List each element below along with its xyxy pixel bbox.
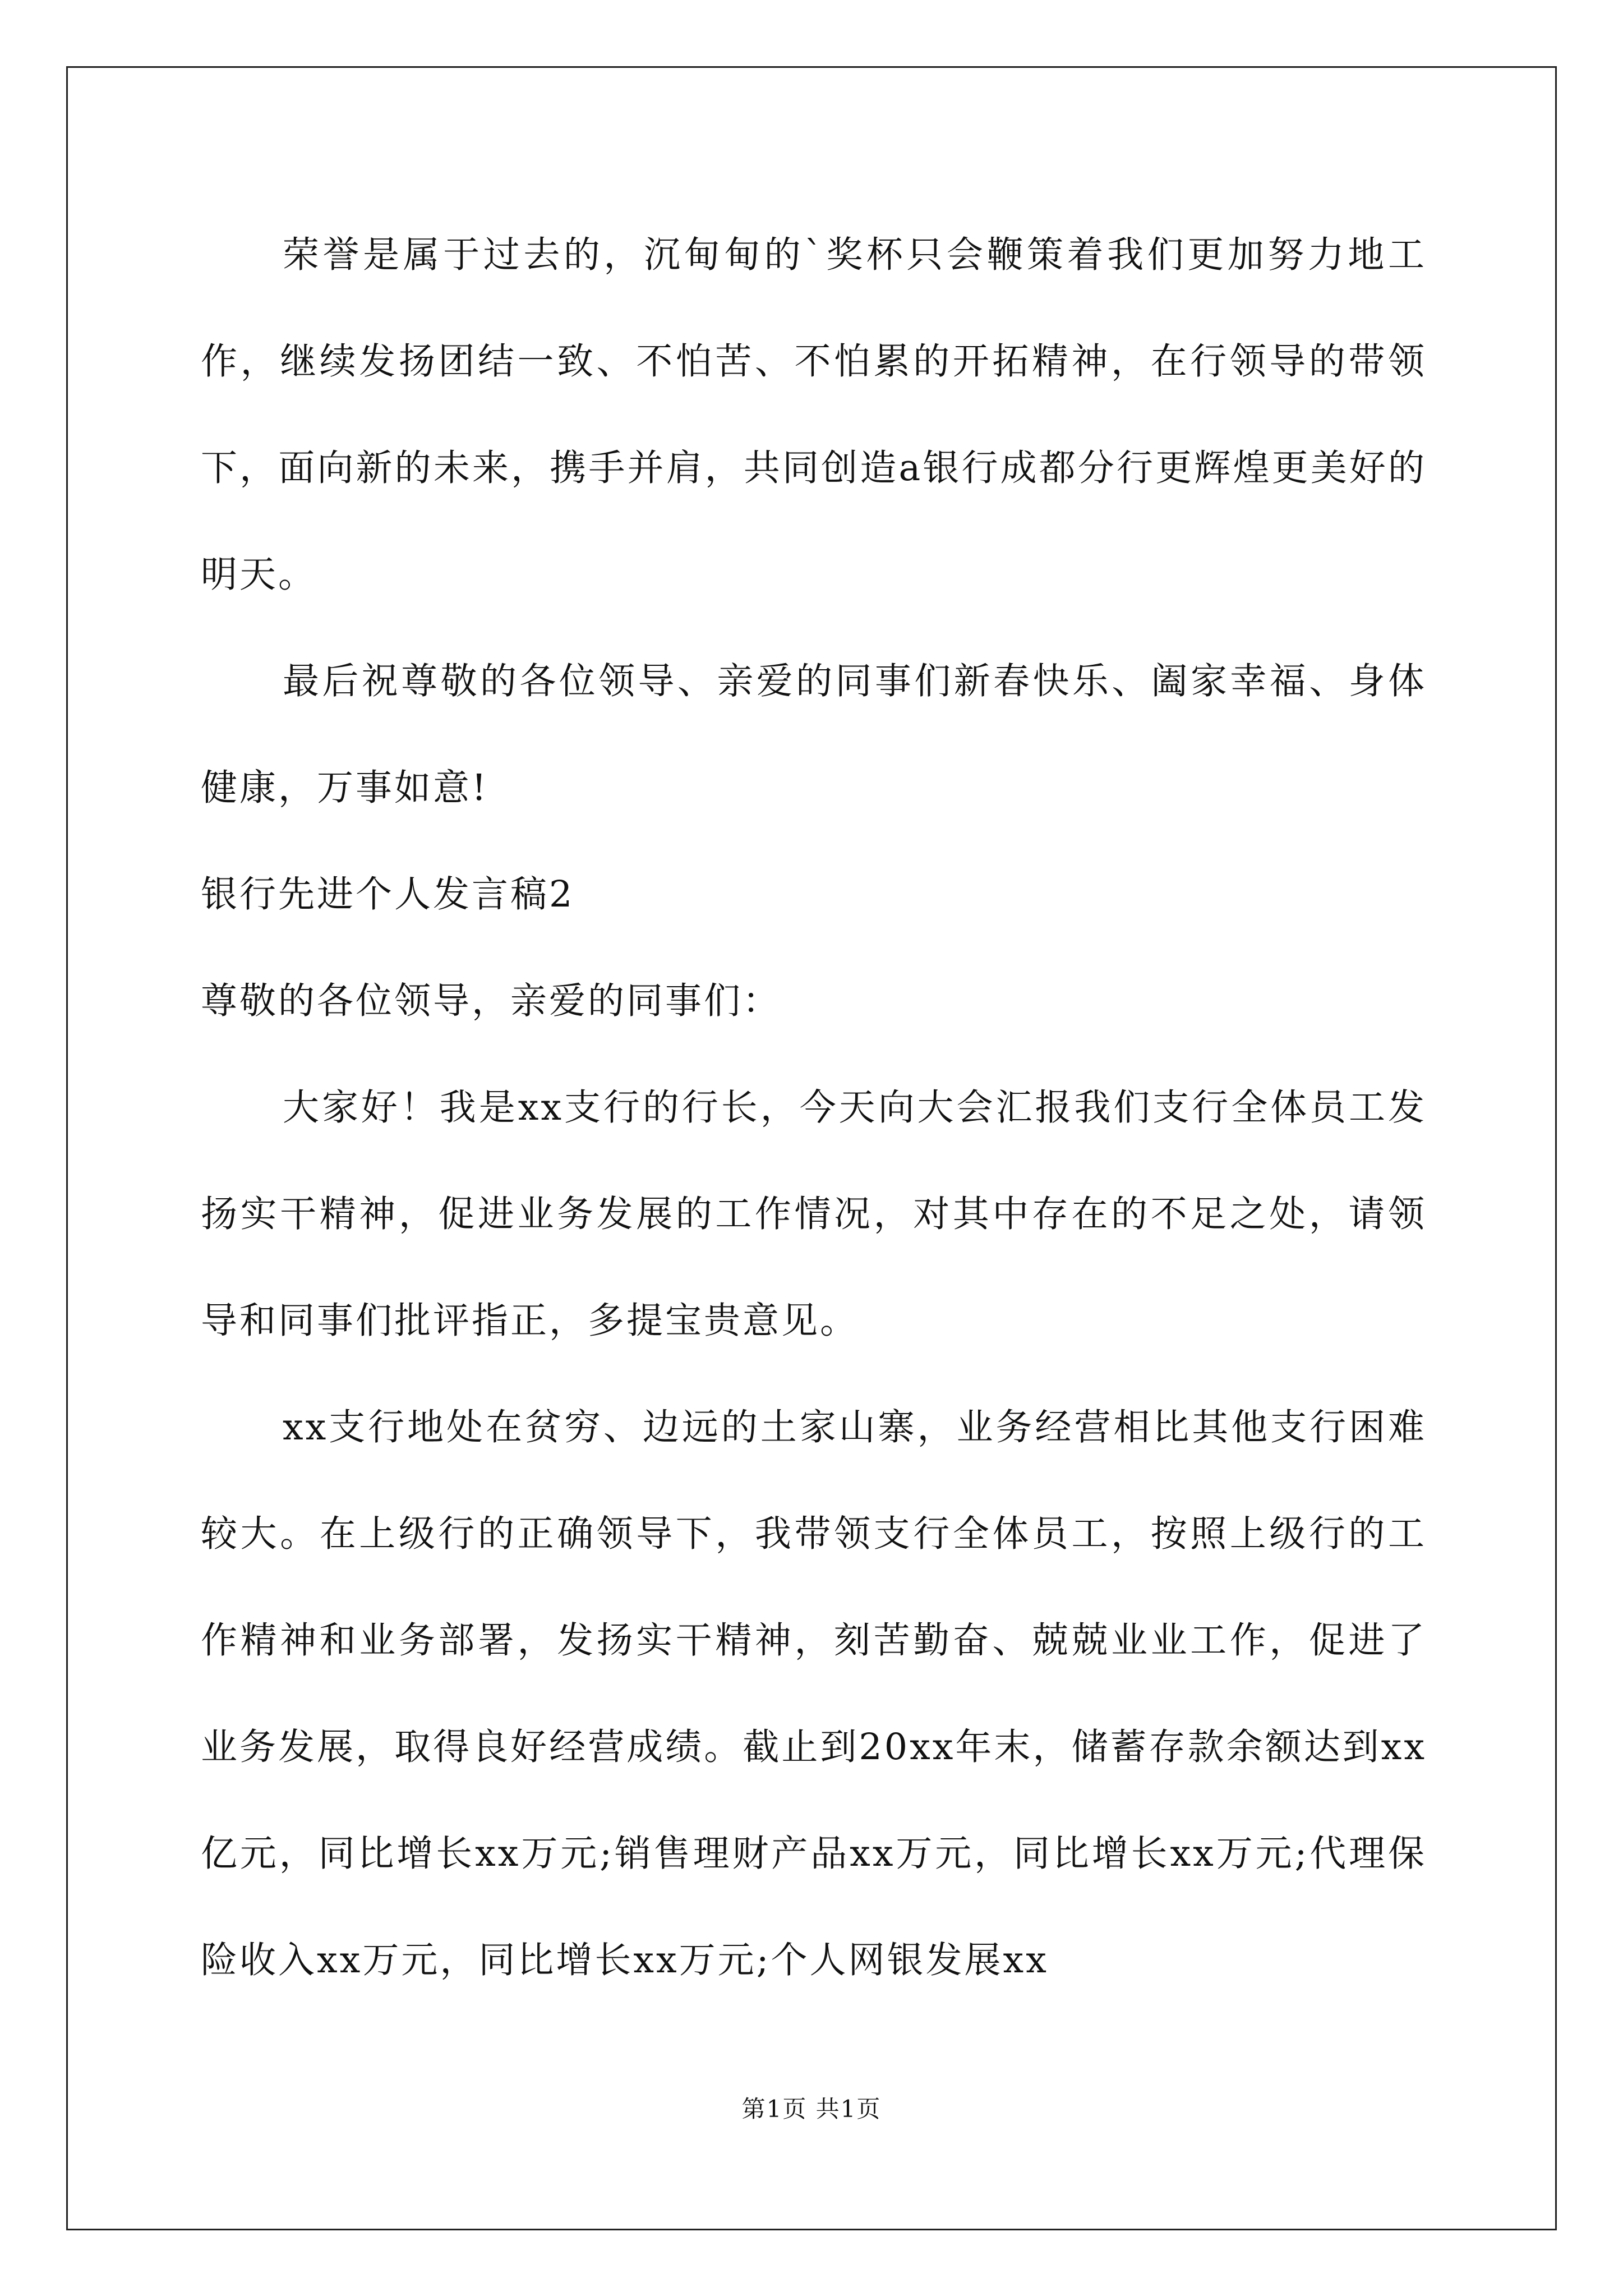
section-heading: 银行先进个人发言稿2 — [201, 873, 575, 915]
paragraph-honor: 荣誉是属于过去的，沉甸甸的`奖杯只会鞭策着我们更加努力地工作，继续发扬团结一致、不怕苦、不怕累的开拓精神，在行领导的带领下，面向新的未来，携手并肩，共同创造a银行成都分行更辉煌更美好的明天。 — [201, 234, 1427, 596]
salutation: 尊敬的各位领导，亲爱的同事们： — [201, 980, 782, 1022]
paragraph-greeting: 大家好！我是xx支行的行长，今天向大会汇报我们支行全体员工发扬实干精神，促进业务发展的工作情况，对其中存在的不足之处，请领导和同事们批评指正，多提宝贵意见。 — [201, 1087, 1427, 1342]
document-body — [201, 202, 1427, 2014]
page-footer: 第1页 共1页 — [741, 2095, 882, 2123]
paragraph-wishes: 最后祝尊敬的各位领导、亲爱的同事们新春快乐、阖家幸福、身体健康，万事如意! — [201, 660, 1427, 809]
paragraph-performance: xx支行地处在贫穷、边远的土家山寨，业务经营相比其他支行困难较大。在上级行的正确领导下，我带领支行全体员工，按照上级行的工作精神和业务部署，发扬实干精神，刻苦勤奋、兢兢业业工作，促进了业务发展，取得良好经营成绩。截止到20xx年末，储蓄存款余额达到xx亿元，同比增长xx万元;销售理财产品xx万元，同比增长xx万元;代理保险收入xx万元，同比增长xx万元;个人网银发展xx — [201, 1406, 1427, 1981]
